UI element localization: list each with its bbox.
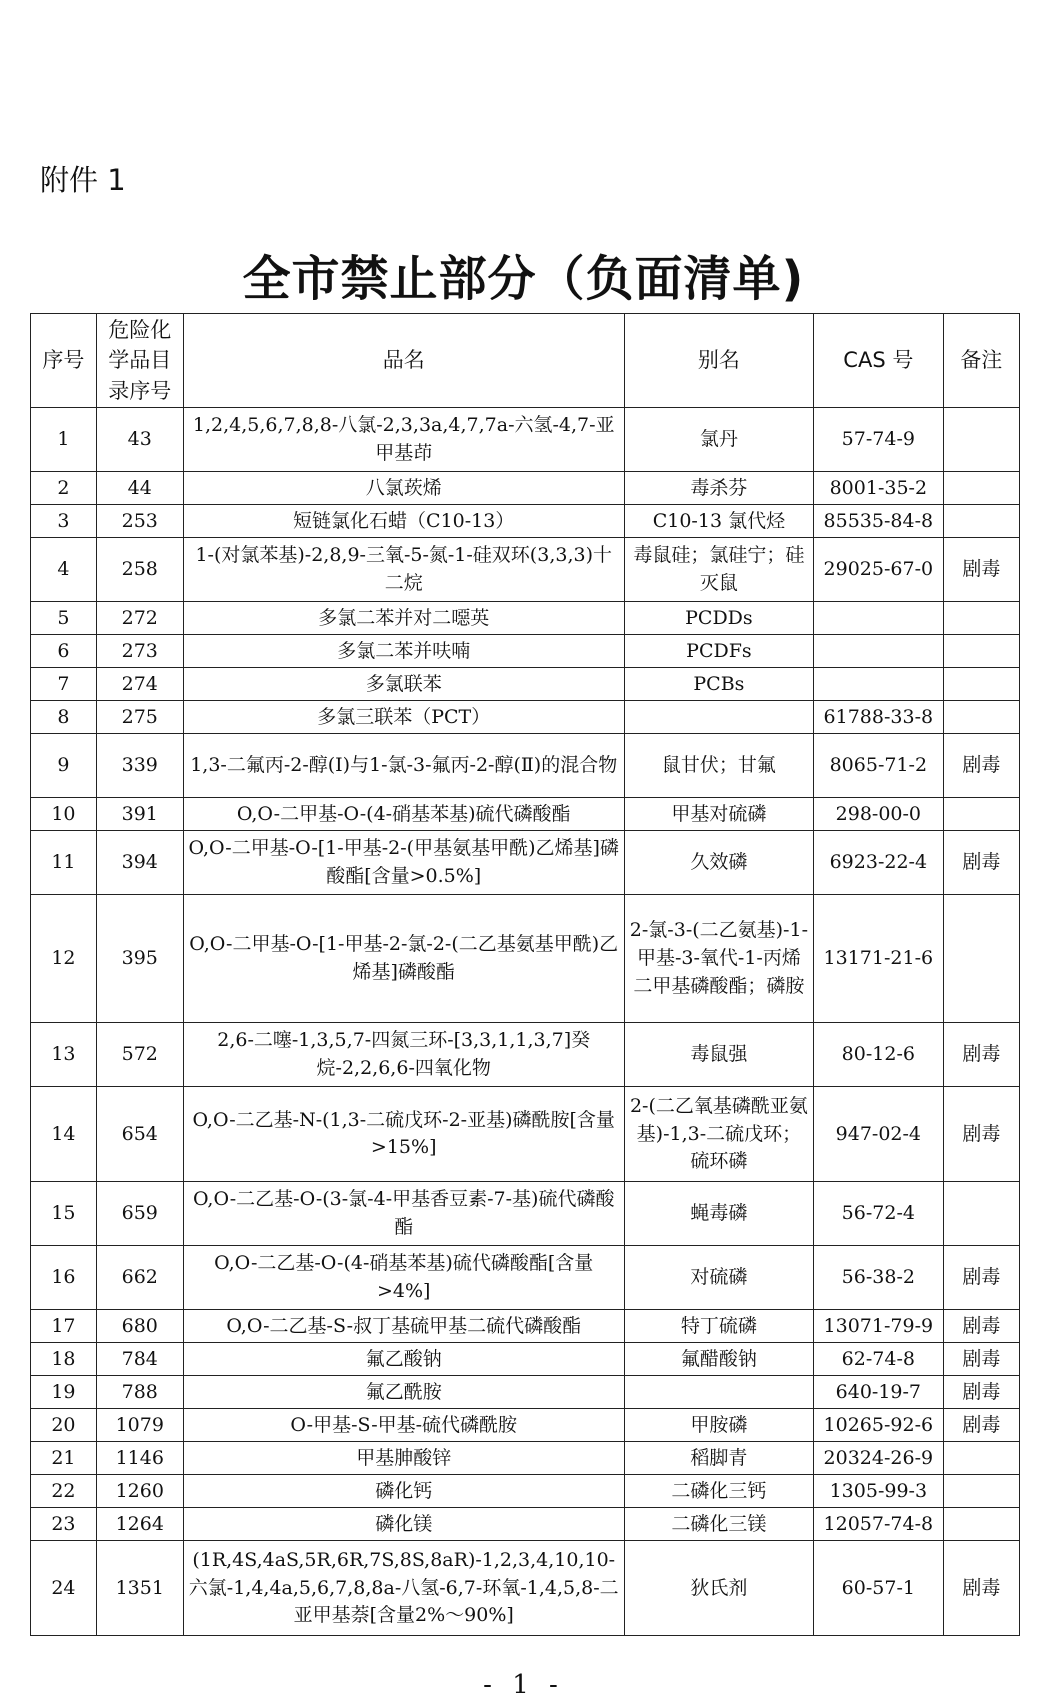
row-alias: 二磷化三钙 xyxy=(624,1475,813,1508)
row-catalog-number: 659 xyxy=(96,1182,183,1246)
row-remark xyxy=(943,1508,1019,1541)
row-product-name: O,O-二甲基-O-[1-甲基-2-(甲基氨基甲酰)乙烯基]磷酸酯[含量>0.5%] xyxy=(183,831,624,895)
row-catalog-number: 44 xyxy=(96,472,183,505)
row-alias: 甲胺磷 xyxy=(624,1409,813,1442)
table-row xyxy=(31,798,1020,831)
row-catalog-number: 680 xyxy=(96,1310,183,1343)
row-alias: 氟醋酸钠 xyxy=(624,1343,813,1376)
row-alias xyxy=(624,701,813,734)
row-alias: 鼠甘伏；甘氟 xyxy=(624,734,813,798)
row-product-name: (1R,4S,4aS,5R,6R,7S,8S,8aR)-1,2,3,4,10,10-六氯-1,4,4a,5,6,7,8,8a-八氢-6,7-环氧-1,4,5,8-二亚甲基萘[含量2%～90%] xyxy=(183,1541,624,1636)
row-product-name: O,O-二乙基-N-(1,3-二硫戊环-2-亚基)磷酰胺[含量>15%] xyxy=(183,1087,624,1182)
table-row xyxy=(31,1475,1020,1508)
table-row xyxy=(31,1376,1020,1409)
row-remark xyxy=(943,895,1019,1023)
row-alias: PCDDs xyxy=(624,602,813,635)
attachment-label: 附件 1 xyxy=(40,163,126,197)
row-seq: 3 xyxy=(31,505,97,538)
table-row xyxy=(31,1508,1020,1541)
row-catalog-number: 1079 xyxy=(96,1409,183,1442)
row-product-name: 1,3-二氟丙-2-醇(Ⅰ)与1-氯-3-氟丙-2-醇(Ⅱ)的混合物 xyxy=(183,734,624,798)
row-remark xyxy=(943,505,1019,538)
row-cas-number: 12057-74-8 xyxy=(814,1508,944,1541)
row-product-name: 甲基胂酸锌 xyxy=(183,1442,624,1475)
row-remark: 剧毒 xyxy=(943,1343,1019,1376)
row-seq: 5 xyxy=(31,602,97,635)
table-row xyxy=(31,701,1020,734)
row-cas-number: 640-19-7 xyxy=(814,1376,944,1409)
table-row xyxy=(31,895,1020,1023)
row-cas-number: 8001-35-2 xyxy=(814,472,944,505)
row-catalog-number: 1260 xyxy=(96,1475,183,1508)
row-seq: 1 xyxy=(31,408,97,472)
row-alias: 特丁硫磷 xyxy=(624,1310,813,1343)
row-cas-number: 29025-67-0 xyxy=(814,538,944,602)
row-cas-number: 10265-92-6 xyxy=(814,1409,944,1442)
row-catalog-number: 394 xyxy=(96,831,183,895)
row-alias: PCDFs xyxy=(624,635,813,668)
table-row xyxy=(31,1246,1020,1310)
row-alias: 二磷化三镁 xyxy=(624,1508,813,1541)
row-cas-number: 85535-84-8 xyxy=(814,505,944,538)
row-remark: 剧毒 xyxy=(943,1376,1019,1409)
row-cas-number: 13071-79-9 xyxy=(814,1310,944,1343)
row-alias: 毒杀芬 xyxy=(624,472,813,505)
row-catalog-number: 258 xyxy=(96,538,183,602)
row-alias: 稻脚青 xyxy=(624,1442,813,1475)
header-remark: 备注 xyxy=(943,314,1019,408)
row-cas-number: 947-02-4 xyxy=(814,1087,944,1182)
header-cas-number: CAS 号 xyxy=(814,314,944,408)
row-alias: C10-13 氯代烃 xyxy=(624,505,813,538)
row-catalog-number: 275 xyxy=(96,701,183,734)
row-remark xyxy=(943,408,1019,472)
row-alias: 毒鼠硅；氯硅宁；硅灭鼠 xyxy=(624,538,813,602)
row-product-name: O,O-二乙基-O-(3-氯-4-甲基香豆素-7-基)硫代磷酸酯 xyxy=(183,1182,624,1246)
row-cas-number: 56-72-4 xyxy=(814,1182,944,1246)
row-cas-number: 80-12-6 xyxy=(814,1023,944,1087)
page-number: - 1 - xyxy=(483,1670,564,1700)
table-row xyxy=(31,505,1020,538)
row-catalog-number: 43 xyxy=(96,408,183,472)
row-catalog-number: 395 xyxy=(96,895,183,1023)
row-catalog-number: 274 xyxy=(96,668,183,701)
row-remark: 剧毒 xyxy=(943,1246,1019,1310)
row-product-name: O,O-二乙基-S-叔丁基硫甲基二硫代磷酸酯 xyxy=(183,1310,624,1343)
row-alias: 狄氏剂 xyxy=(624,1541,813,1636)
row-cas-number: 20324-26-9 xyxy=(814,1442,944,1475)
row-seq: 24 xyxy=(31,1541,97,1636)
table-row xyxy=(31,831,1020,895)
row-alias: 蝇毒磷 xyxy=(624,1182,813,1246)
table-row xyxy=(31,668,1020,701)
row-remark: 剧毒 xyxy=(943,1310,1019,1343)
row-product-name: O,O-二乙基-O-(4-硝基苯基)硫代磷酸酯[含量>4%] xyxy=(183,1246,624,1310)
row-seq: 9 xyxy=(31,734,97,798)
row-seq: 8 xyxy=(31,701,97,734)
row-product-name: 短链氯化石蜡（C10-13） xyxy=(183,505,624,538)
row-alias: 对硫磷 xyxy=(624,1246,813,1310)
row-catalog-number: 391 xyxy=(96,798,183,831)
row-remark xyxy=(943,635,1019,668)
row-seq: 4 xyxy=(31,538,97,602)
row-product-name: 氟乙酰胺 xyxy=(183,1376,624,1409)
row-product-name: O,O-二甲基-O-[1-甲基-2-氯-2-(二乙基氨基甲酰)乙烯基]磷酸酯 xyxy=(183,895,624,1023)
table-row xyxy=(31,1442,1020,1475)
row-remark: 剧毒 xyxy=(943,538,1019,602)
row-seq: 22 xyxy=(31,1475,97,1508)
header-alias: 别名 xyxy=(624,314,813,408)
row-catalog-number: 788 xyxy=(96,1376,183,1409)
table-row xyxy=(31,472,1020,505)
row-remark xyxy=(943,1475,1019,1508)
row-seq: 6 xyxy=(31,635,97,668)
row-seq: 21 xyxy=(31,1442,97,1475)
row-remark: 剧毒 xyxy=(943,831,1019,895)
row-catalog-number: 572 xyxy=(96,1023,183,1087)
row-alias: 久效磷 xyxy=(624,831,813,895)
row-remark xyxy=(943,701,1019,734)
row-catalog-number: 784 xyxy=(96,1343,183,1376)
row-cas-number: 8065-71-2 xyxy=(814,734,944,798)
row-cas-number xyxy=(814,635,944,668)
row-catalog-number: 273 xyxy=(96,635,183,668)
table-row xyxy=(31,1343,1020,1376)
row-product-name: 磷化镁 xyxy=(183,1508,624,1541)
table-row xyxy=(31,1409,1020,1442)
row-product-name: 磷化钙 xyxy=(183,1475,624,1508)
row-remark xyxy=(943,602,1019,635)
table-row xyxy=(31,602,1020,635)
table-row xyxy=(31,635,1020,668)
row-cas-number: 62-74-8 xyxy=(814,1343,944,1376)
header-seq: 序号 xyxy=(31,314,97,408)
row-product-name: 氟乙酸钠 xyxy=(183,1343,624,1376)
row-alias: PCBs xyxy=(624,668,813,701)
row-remark: 剧毒 xyxy=(943,1409,1019,1442)
table-row xyxy=(31,408,1020,472)
row-cas-number: 57-74-9 xyxy=(814,408,944,472)
row-seq: 12 xyxy=(31,895,97,1023)
row-catalog-number: 1146 xyxy=(96,1442,183,1475)
row-remark: 剧毒 xyxy=(943,1023,1019,1087)
row-product-name: 多氯三联苯（PCT） xyxy=(183,701,624,734)
row-seq: 23 xyxy=(31,1508,97,1541)
row-cas-number: 13171-21-6 xyxy=(814,895,944,1023)
row-cas-number: 56-38-2 xyxy=(814,1246,944,1310)
row-alias: 2-(二乙氧基磷酰亚氨基)-1,3-二硫戊环；硫环磷 xyxy=(624,1087,813,1182)
row-remark: 剧毒 xyxy=(943,1087,1019,1182)
table-row xyxy=(31,1087,1020,1182)
row-catalog-number: 253 xyxy=(96,505,183,538)
table-row xyxy=(31,1541,1020,1636)
row-alias: 毒鼠强 xyxy=(624,1023,813,1087)
row-seq: 11 xyxy=(31,831,97,895)
table-row xyxy=(31,1023,1020,1087)
row-catalog-number: 1264 xyxy=(96,1508,183,1541)
header-product-name: 品名 xyxy=(183,314,624,408)
page-title: 全市禁止部分（负面清单) xyxy=(242,251,805,307)
row-remark xyxy=(943,1182,1019,1246)
row-cas-number: 60-57-1 xyxy=(814,1541,944,1636)
row-catalog-number: 339 xyxy=(96,734,183,798)
row-product-name: 1,2,4,5,6,7,8,8-八氯-2,3,3a,4,7,7a-六氢-4,7-亚甲基茚 xyxy=(183,408,624,472)
row-remark xyxy=(943,1442,1019,1475)
row-seq: 2 xyxy=(31,472,97,505)
row-cas-number: 61788-33-8 xyxy=(814,701,944,734)
row-product-name: O,O-二甲基-O-(4-硝基苯基)硫代磷酸酯 xyxy=(183,798,624,831)
row-catalog-number: 654 xyxy=(96,1087,183,1182)
row-product-name: 多氯二苯并呋喃 xyxy=(183,635,624,668)
row-seq: 18 xyxy=(31,1343,97,1376)
row-remark xyxy=(943,668,1019,701)
row-catalog-number: 1351 xyxy=(96,1541,183,1636)
row-seq: 20 xyxy=(31,1409,97,1442)
row-seq: 15 xyxy=(31,1182,97,1246)
row-cas-number: 1305-99-3 xyxy=(814,1475,944,1508)
row-alias: 2-氯-3-(二乙氨基)-1-甲基-3-氧代-1-丙烯二甲基磷酸酯；磷胺 xyxy=(624,895,813,1023)
row-alias: 甲基对硫磷 xyxy=(624,798,813,831)
row-seq: 7 xyxy=(31,668,97,701)
row-product-name: 1-(对氯苯基)-2,8,9-三氧-5-氮-1-硅双环(3,3,3)十二烷 xyxy=(183,538,624,602)
row-seq: 16 xyxy=(31,1246,97,1310)
row-product-name: 八氯莰烯 xyxy=(183,472,624,505)
row-cas-number xyxy=(814,668,944,701)
row-product-name: O-甲基-S-甲基-硫代磷酰胺 xyxy=(183,1409,624,1442)
row-seq: 13 xyxy=(31,1023,97,1087)
row-alias xyxy=(624,1376,813,1409)
header-catalog-number: 危险化学品目录序号 xyxy=(96,314,183,408)
row-catalog-number: 662 xyxy=(96,1246,183,1310)
table-header-row xyxy=(31,314,1020,408)
table-row xyxy=(31,538,1020,602)
table-row xyxy=(31,1310,1020,1343)
prohibited-chemicals-table xyxy=(30,313,1020,1636)
row-remark: 剧毒 xyxy=(943,1541,1019,1636)
row-remark xyxy=(943,798,1019,831)
row-cas-number: 298-00-0 xyxy=(814,798,944,831)
row-seq: 17 xyxy=(31,1310,97,1343)
row-remark xyxy=(943,472,1019,505)
row-product-name: 多氯二苯并对二噁英 xyxy=(183,602,624,635)
row-product-name: 2,6-二噻-1,3,5,7-四氮三环-[3,3,1,1,3,7]癸烷-2,2,6,6-四氧化物 xyxy=(183,1023,624,1087)
row-alias: 氯丹 xyxy=(624,408,813,472)
row-seq: 10 xyxy=(31,798,97,831)
row-product-name: 多氯联苯 xyxy=(183,668,624,701)
row-seq: 19 xyxy=(31,1376,97,1409)
table-row xyxy=(31,734,1020,798)
row-cas-number: 6923-22-4 xyxy=(814,831,944,895)
row-cas-number xyxy=(814,602,944,635)
table-row xyxy=(31,1182,1020,1246)
row-seq: 14 xyxy=(31,1087,97,1182)
row-catalog-number: 272 xyxy=(96,602,183,635)
row-remark: 剧毒 xyxy=(943,734,1019,798)
